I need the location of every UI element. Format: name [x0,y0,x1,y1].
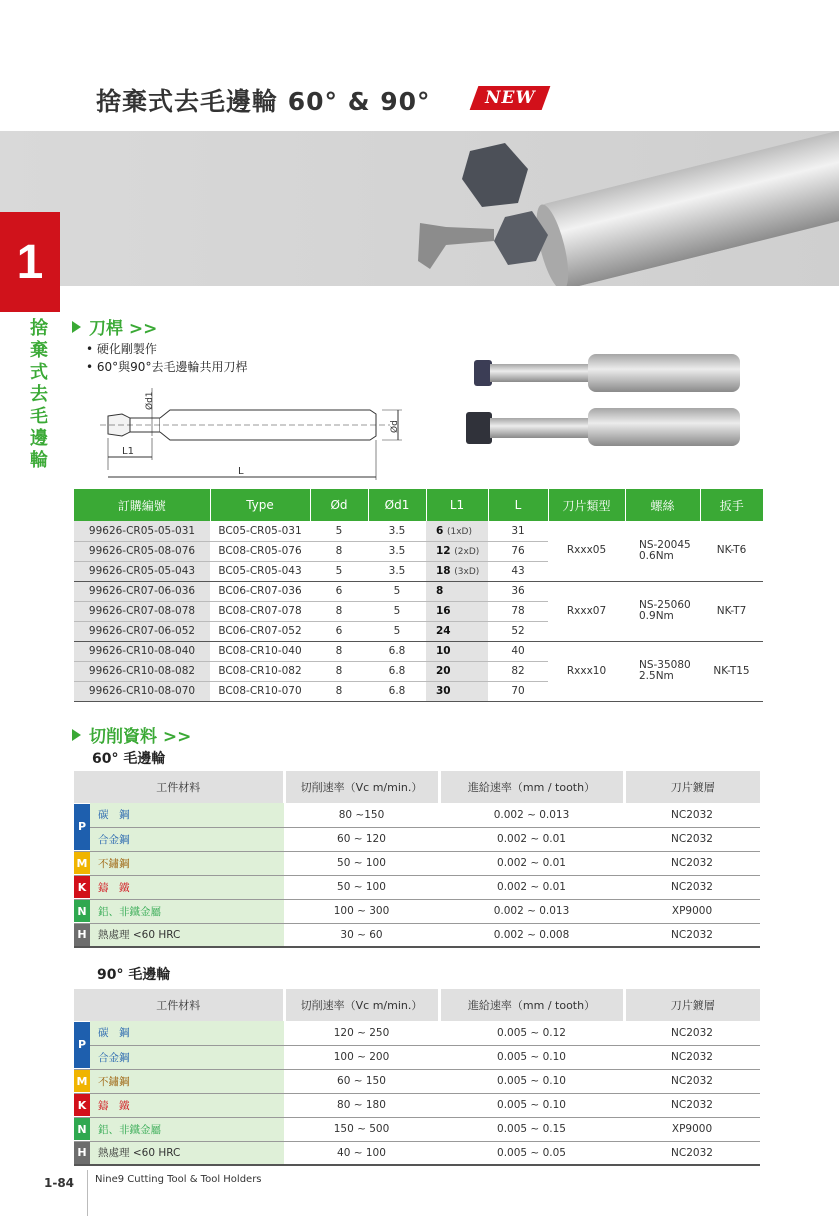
cut-cell-vc: 60 ~ 150 [284,1069,439,1093]
cut90-table [74,989,760,1166]
spec-cell-code: 99626-CR10-08-040 [74,641,210,661]
spec-cell-d: 6 [310,621,368,641]
side-label-char: 去 [30,384,48,405]
cut-cell-coat: XP9000 [624,899,760,923]
spec-cell-code: 99626-CR07-06-036 [74,581,210,601]
cut-row [74,1093,760,1117]
cut-row [74,851,760,875]
l1-note: (1xD) [446,526,472,537]
spec-cell-insert: Rxxx05 [548,521,625,581]
l1-value: 10 [436,645,451,657]
spec-cell-l1 [426,641,488,661]
l1-value: 18 [436,565,451,577]
cut-cell-fz: 0.002 ~ 0.008 [439,923,624,947]
spec-cell-l1 [426,521,488,541]
cut-header: 切削速率（Vc m/min.） [284,989,439,1021]
cut-row [74,1117,760,1141]
cutting-heading-text: 切削資料 >> [89,727,192,747]
material-cell: 不鏽鋼 [90,851,284,875]
spec-cell-l: 76 [488,541,548,561]
l-label: L [238,466,244,477]
spec-cell-d1: 6.8 [368,681,426,701]
cut-cell-coat: NC2032 [624,923,760,947]
shank-bullets [86,340,247,376]
cut-row [74,923,760,947]
spec-row [74,581,763,601]
cut90-title: 90° 毛邊輪 [97,967,171,983]
material-cell: 鑄 鐵 [90,875,284,899]
spec-cell-d1: 3.5 [368,541,426,561]
cut-cell-fz: 0.005 ~ 0.10 [439,1093,624,1117]
spec-header: Ød1 [368,489,426,521]
spec-cell-code: 99626-CR05-08-076 [74,541,210,561]
cut-header-row [74,771,760,803]
cut-cell-coat: NC2032 [624,1141,760,1165]
spec-cell-wrench: NK-T15 [700,641,763,701]
d1-label: Ød1 [145,391,155,410]
cut-cell-coat: NC2032 [624,803,760,827]
iso-class-badge: N [74,900,90,922]
spec-cell-type: BC05-CR05-031 [210,521,310,541]
spec-cell-d1: 5 [368,601,426,621]
spec-cell-l: 82 [488,661,548,681]
spec-cell-l1 [426,561,488,581]
cut-cell-coat: XP9000 [624,1117,760,1141]
material-cell: 鋁、非鐵金屬 [90,899,284,923]
cut-cell-vc: 100 ~ 300 [284,899,439,923]
cut-cell-coat: NC2032 [624,827,760,851]
material-cell: 不鏽鋼 [90,1069,284,1093]
cut-row [74,899,760,923]
cut60-table [74,771,760,948]
cut-header: 工件材料 [74,989,284,1021]
cut-header-row [74,989,760,1021]
l1-value: 8 [436,585,444,597]
l1-value: 16 [436,605,451,617]
spec-cell-type: BC08-CR10-082 [210,661,310,681]
cut-cell-vc: 120 ~ 250 [284,1021,439,1045]
side-label-char: 式 [30,362,48,383]
tool-illustration [0,131,839,286]
cut-header: 刀片鍍層 [624,771,760,803]
d-label: Ød [390,420,400,433]
new-badge-text: NEW [484,88,536,108]
spec-cell-d: 8 [310,541,368,561]
cut-cell-fz: 0.002 ~ 0.013 [439,899,624,923]
spec-row [74,641,763,661]
shank-product-photo [460,350,750,460]
triangle-bullet-icon [72,729,81,741]
spec-cell-wrench: NK-T7 [700,581,763,641]
spec-header: 訂購編號 [74,489,210,521]
cut-cell-fz: 0.002 ~ 0.01 [439,827,624,851]
cut-cell-fz: 0.005 ~ 0.12 [439,1021,624,1045]
spec-cell-wrench: NK-T6 [700,521,763,581]
cut-cell-vc: 50 ~ 100 [284,851,439,875]
material-cell: 熱處理 <60 HRC [90,1141,284,1165]
l1-note: (2xD) [454,547,480,557]
spec-cell-l1 [426,601,488,621]
spec-header: Type [210,489,310,521]
cut-cell-vc: 30 ~ 60 [284,923,439,947]
spec-cell-code: 99626-CR07-06-052 [74,621,210,641]
cut-cell-coat: NC2032 [624,1069,760,1093]
spec-cell-code: 99626-CR05-05-043 [74,561,210,581]
iso-class-badge: H [74,924,90,946]
cut-header: 進給速率（mm / tooth） [439,771,624,803]
iso-class-cell [74,923,90,947]
cut-cell-fz: 0.005 ~ 0.10 [439,1069,624,1093]
spec-cell-screw: NS-25060 0.9Nm [625,581,700,641]
material-cell: 熱處理 <60 HRC [90,923,284,947]
l1-value: 24 [436,625,451,637]
iso-class-cell [74,1141,90,1165]
spec-header: Ød [310,489,368,521]
triangle-bullet-icon [72,321,81,333]
shank-heading-text: 刀桿 >> [89,319,158,339]
cut-row [74,803,760,827]
spec-cell-type: BC08-CR10-070 [210,681,310,701]
spec-cell-d: 8 [310,641,368,661]
chapter-tab [0,212,60,312]
spec-cell-type: BC08-CR07-078 [210,601,310,621]
l1-note: (3xD) [454,567,480,577]
cut-header: 刀片鍍層 [624,989,760,1021]
chapter-side-label [27,318,51,472]
cut-cell-vc: 80 ~ 180 [284,1093,439,1117]
spec-cell-d: 5 [310,561,368,581]
spec-cell-screw: NS-35080 2.5Nm [625,641,700,701]
cutting-section-heading [72,722,191,747]
cut-cell-vc: 150 ~ 500 [284,1117,439,1141]
spec-cell-d1: 6.8 [368,641,426,661]
spec-cell-d1: 6.8 [368,661,426,681]
cut-cell-vc: 40 ~ 100 [284,1141,439,1165]
spec-cell-d: 5 [310,521,368,541]
cut-cell-coat: NC2032 [624,1045,760,1069]
iso-class-cell [74,1021,90,1069]
cut60-title: 60° 毛邊輪 [92,751,166,767]
spec-header: L1 [426,489,488,521]
spec-cell-l1 [426,541,488,561]
iso-class-badge: M [74,1070,90,1092]
spec-cell-l1 [426,621,488,641]
spec-cell-d1: 5 [368,621,426,641]
spec-cell-l1 [426,681,488,701]
spec-cell-l: 70 [488,681,548,701]
cut-cell-coat: NC2032 [624,875,760,899]
spec-cell-d: 8 [310,601,368,621]
material-cell: 合金鋼 [90,1045,284,1069]
cut-header: 工件材料 [74,771,284,803]
cut-row [74,1045,760,1069]
iso-class-badge: M [74,852,90,874]
cut-row [74,875,760,899]
material-cell: 碳 鋼 [90,803,284,827]
iso-class-badge: K [74,1094,90,1116]
cut-row [74,1021,760,1045]
cut-cell-fz: 0.002 ~ 0.013 [439,803,624,827]
side-label-char: 邊 [30,428,48,449]
footer-divider [87,1170,88,1216]
l1-value: 12 [436,545,451,557]
material-cell: 鋁、非鐵金屬 [90,1117,284,1141]
cut-cell-vc: 50 ~ 100 [284,875,439,899]
iso-class-cell [74,803,90,851]
iso-class-cell [74,851,90,875]
spec-header: L [488,489,548,521]
spec-cell-type: BC08-CR05-076 [210,541,310,561]
shank-dimension-drawing [100,378,410,483]
side-label-char: 捨 [30,318,48,339]
material-cell: 碳 鋼 [90,1021,284,1045]
spec-cell-d1: 3.5 [368,521,426,541]
spec-header: 刀片類型 [548,489,625,521]
spec-cell-type: BC08-CR10-040 [210,641,310,661]
side-label-char: 棄 [30,340,48,361]
cut-cell-fz: 0.002 ~ 0.01 [439,875,624,899]
hero-product-image [0,131,839,286]
iso-class-badge: P [74,1022,90,1068]
spec-row [74,521,763,541]
side-label-char: 輪 [30,450,48,471]
page-number: 1-84 [44,1176,75,1190]
spec-cell-l1 [426,661,488,681]
spec-cell-code: 99626-CR07-08-078 [74,601,210,621]
side-label-char: 毛 [30,406,48,427]
spec-cell-d: 8 [310,661,368,681]
cut-cell-fz: 0.002 ~ 0.01 [439,851,624,875]
spec-cell-l: 43 [488,561,548,581]
spec-cell-d1: 5 [368,581,426,601]
iso-class-cell [74,1069,90,1093]
cut-cell-coat: NC2032 [624,1021,760,1045]
spec-cell-d1: 3.5 [368,561,426,581]
spec-cell-l: 40 [488,641,548,661]
spec-cell-l: 78 [488,601,548,621]
l1-value: 20 [436,665,451,677]
spec-cell-screw: NS-20045 0.6Nm [625,521,700,581]
cut-row [74,1141,760,1165]
bullet-item: • 硬化剛製作 [86,340,247,358]
iso-class-cell [74,1093,90,1117]
spec-cell-code: 99626-CR05-05-031 [74,521,210,541]
cut-cell-fz: 0.005 ~ 0.10 [439,1045,624,1069]
iso-class-badge: P [74,804,90,850]
spec-cell-d: 8 [310,681,368,701]
spec-cell-l: 36 [488,581,548,601]
iso-class-badge: N [74,1118,90,1140]
footer-text: Nine9 Cutting Tool & Tool Holders [95,1174,262,1185]
spec-cell-type: BC05-CR05-043 [210,561,310,581]
spec-header-row [74,489,763,521]
iso-class-badge: K [74,876,90,898]
material-cell: 鑄 鐵 [90,1093,284,1117]
cut-cell-fz: 0.005 ~ 0.05 [439,1141,624,1165]
spec-header: 扳手 [700,489,763,521]
cut-cell-fz: 0.005 ~ 0.15 [439,1117,624,1141]
spec-cell-insert: Rxxx10 [548,641,625,701]
cut-row [74,1069,760,1093]
chapter-number: 1 [16,235,44,289]
cut-header: 進給速率（mm / tooth） [439,989,624,1021]
iso-class-cell [74,899,90,923]
cut-cell-coat: NC2032 [624,851,760,875]
iso-class-cell [74,1117,90,1141]
cut-header: 切削速率（Vc m/min.） [284,771,439,803]
iso-class-badge: H [74,1142,90,1164]
cut-row [74,827,760,851]
cut-cell-vc: 80 ~150 [284,803,439,827]
l1-label: L1 [122,446,134,457]
bullet-item: • 60°與90°去毛邊輪共用刀桿 [86,358,247,376]
page-title: 捨棄式去毛邊輪 60° & 90° [96,87,431,116]
spec-cell-l: 31 [488,521,548,541]
l1-value: 30 [436,685,451,697]
cut-cell-coat: NC2032 [624,1093,760,1117]
spec-cell-type: BC06-CR07-036 [210,581,310,601]
new-badge [470,86,551,110]
spec-cell-code: 99626-CR10-08-082 [74,661,210,681]
spec-header: 螺絲 [625,489,700,521]
spec-cell-type: BC06-CR07-052 [210,621,310,641]
spec-cell-l1 [426,581,488,601]
iso-class-cell [74,875,90,899]
spec-table [74,489,763,702]
cut-cell-vc: 100 ~ 200 [284,1045,439,1069]
spec-cell-d: 6 [310,581,368,601]
l1-value: 6 [436,524,444,537]
spec-cell-insert: Rxxx07 [548,581,625,641]
cut-cell-vc: 60 ~ 120 [284,827,439,851]
shank-section-heading [72,314,157,339]
spec-cell-code: 99626-CR10-08-070 [74,681,210,701]
spec-cell-l: 52 [488,621,548,641]
material-cell: 合金鋼 [90,827,284,851]
